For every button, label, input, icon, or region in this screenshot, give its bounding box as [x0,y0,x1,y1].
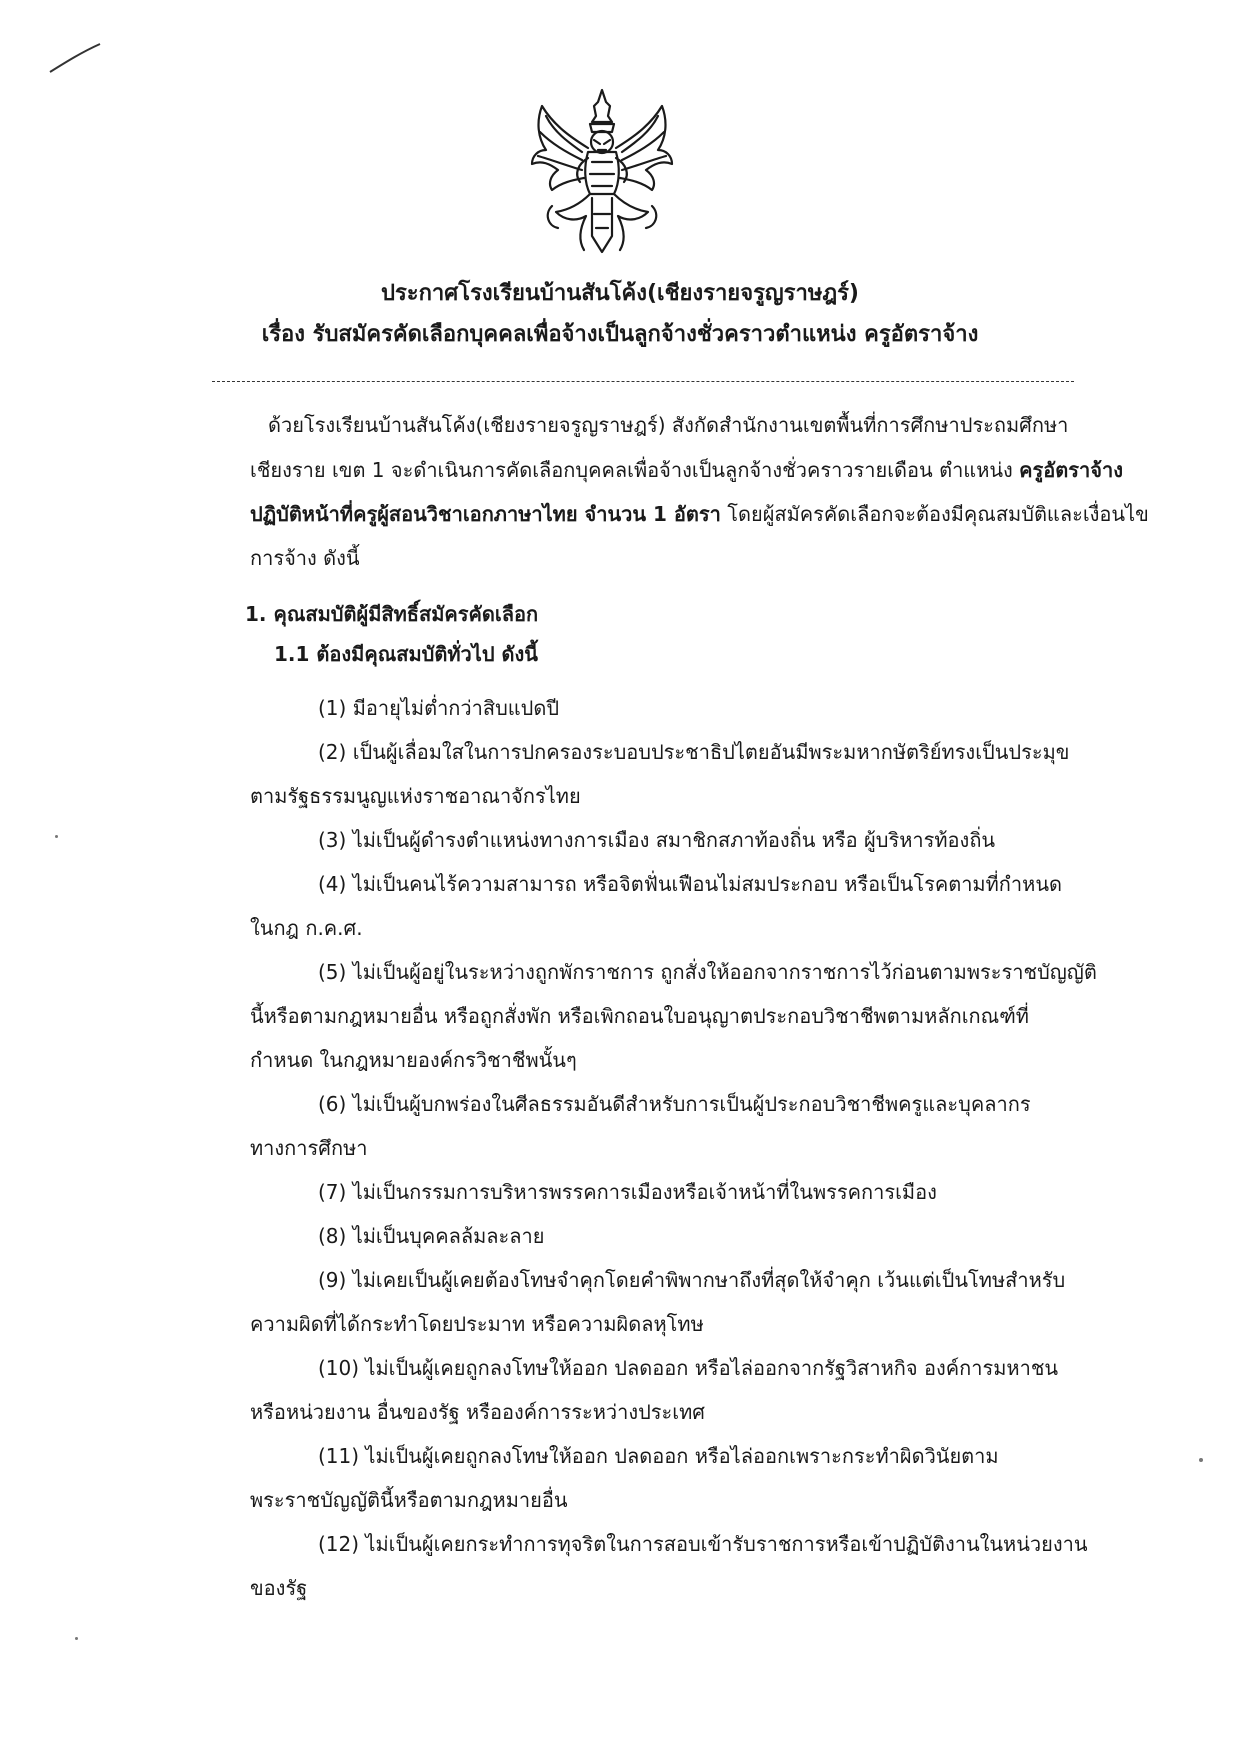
intro-line-4: การจ้าง ดังนี้ [250,546,360,570]
header-divider [212,381,1074,382]
qualification-item-1: (1) มีอายุไม่ต่ำกว่าสิบแปดปี [318,696,560,720]
garuda-emblem-icon [528,86,676,258]
qualification-item-11-cont: พระราชบัญญัตินี้หรือตามกฎหมายอื่น [250,1488,568,1512]
section-heading-1: 1. คุณสมบัติผู้มีสิทธิ์สมัครคัดเลือก [245,602,539,626]
scan-speck [75,1637,78,1640]
announcement-subject: เรื่อง รับสมัครคัดเลือกบุคคลเพื่อจ้างเป็นลูกจ้างชั่วคราวตำแหน่ง ครูอัตราจ้าง [261,322,979,347]
qualification-item-5: (5) ไม่เป็นผู้อยู่ในระหว่างถูกพักราชการ ถูกสั่งให้ออกจากราชการไว้ก่อนตามพระราชบัญญัติ [318,960,1097,984]
intro-line-1: ด้วยโรงเรียนบ้านสันโค้ง(เชียงรายจรูญราษฎร์) สังกัดสำนักงานเขตพื้นที่การศึกษาประถมศึกษา [268,413,1069,437]
qualification-item-12: (12) ไม่เป็นผู้เคยกระทำการทุจริตในการสอบเข้ารับราชการหรือเข้าปฏิบัติงานในหน่วยงาน [318,1532,1088,1556]
qualification-item-4: (4) ไม่เป็นคนไร้ความสามารถ หรือจิตฟั่นเฟือนไม่สมประกอบ หรือเป็นโรคตามที่กำหนด [318,872,1062,896]
duty-and-quota: ปฏิบัติหน้าที่ครูผู้สอนวิชาเอกภาษาไทย จำนวน 1 อัตรา [250,502,721,526]
qualification-item-7: (7) ไม่เป็นกรรมการบริหารพรรคการเมืองหรือเจ้าหน้าที่ในพรรคการเมือง [318,1180,937,1204]
intro-line-3-text: โดยผู้สมัครคัดเลือกจะต้องมีคุณสมบัติและเงื่อนไข [720,502,1149,526]
qualification-item-9-cont: ความผิดที่ได้กระทำโดยประมาท หรือความผิดลหุโทษ [250,1312,704,1336]
qualification-item-11: (11) ไม่เป็นผู้เคยถูกลงโทษให้ออก ปลดออก หรือไล่ออกเพราะกระทำผิดวินัยตาม [318,1444,999,1468]
section-heading-1-1: 1.1 ต้องมีคุณสมบัติทั่วไป ดังนี้ [274,642,538,666]
qualification-item-2: (2) เป็นผู้เลื่อมใสในการปกครองระบอบประชาธิปไตยอันมีพระมหากษัตริย์ทรงเป็นประมุข [318,740,1070,764]
scan-speck [55,835,58,838]
qualification-item-8: (8) ไม่เป็นบุคคลล้มละลาย [318,1224,545,1248]
qualification-item-5-cont-1: นี้หรือตามกฎหมายอื่น หรือถูกสั่งพัก หรือเพิกถอนใบอนุญาตประกอบวิชาชีพตามหลักเกณฑ์ที่ [250,1004,1029,1028]
qualification-item-10-cont: หรือหน่วยงาน อื่นของรัฐ หรือองค์การระหว่างประเทศ [250,1400,705,1424]
intro-line-3 [250,500,1149,528]
qualification-item-6: (6) ไม่เป็นผู้บกพร่องในศีลธรรมอันดีสำหรับการเป็นผู้ประกอบวิชาชีพครูและบุคลากร [318,1092,1031,1116]
qualification-item-4-cont: ในกฎ ก.ค.ศ. [250,916,363,940]
qualification-item-3: (3) ไม่เป็นผู้ดำรงตำแหน่งทางการเมือง สมาชิกสภาท้องถิ่น หรือ ผู้บริหารท้องถิ่น [318,828,996,852]
qualification-item-12-cont: ของรัฐ [250,1576,308,1600]
qualification-item-5-cont-2: กำหนด ในกฎหมายองค์กรวิชาชีพนั้นๆ [250,1048,577,1072]
announcement-title: ประกาศโรงเรียนบ้านสันโค้ง(เชียงรายจรูญราษฎร์) [381,281,859,306]
scan-speck [1199,1458,1203,1462]
qualification-item-2-cont: ตามรัฐธรรมนูญแห่งราชอาณาจักรไทย [250,784,581,808]
qualification-item-10: (10) ไม่เป็นผู้เคยถูกลงโทษให้ออก ปลดออก หรือไล่ออกจากรัฐวิสาหกิจ องค์การมหาชน [318,1356,1059,1380]
position-name: ครูอัตราจ้าง [1019,458,1123,482]
qualification-item-9: (9) ไม่เคยเป็นผู้เคยต้องโทษจำคุกโดยคำพิพากษาถึงที่สุดให้จำคุก เว้นแต่เป็นโทษสำหรับ [318,1268,1066,1292]
pen-stroke-mark [48,42,102,76]
qualification-item-6-cont: ทางการศึกษา [250,1136,368,1160]
intro-line-2 [250,456,1123,484]
intro-line-2-text: เชียงราย เขต 1 จะดำเนินการคัดเลือกบุคคลเพื่อจ้างเป็นลูกจ้างชั่วคราวรายเดือน ตำแหน่ง [250,458,1020,482]
